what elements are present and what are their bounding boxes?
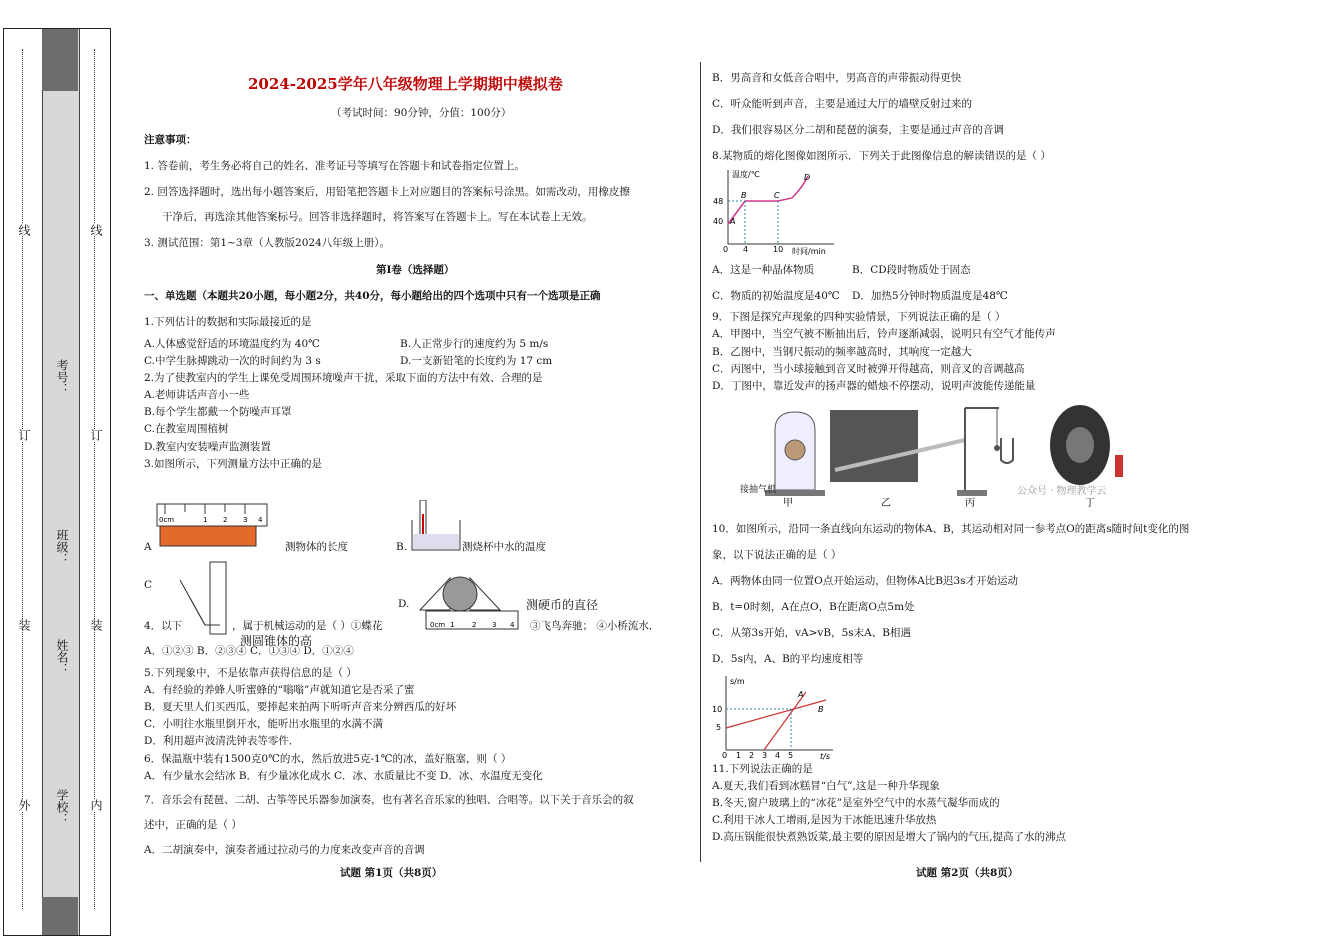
coin-ruler-2: 2: [472, 621, 477, 629]
page-divider: [700, 62, 701, 862]
subtitle: （考试时间：90分钟，分值：100分）: [331, 107, 512, 119]
q9-jia: 甲: [783, 498, 793, 508]
page-title: 2024-2025学年八年级物理上学期期中模拟卷: [248, 75, 563, 93]
binding-name: 姓名：: [55, 639, 69, 675]
q3: 3.如图所示，下列测量方法中正确的是: [144, 458, 323, 470]
q9-watermark: 公众号 · 物理教学云: [1017, 486, 1107, 497]
ruler-figure-a: [157, 504, 267, 546]
q10-a: A．两物体由同一位置O点开始运动，但物体A比B迟3s才开始运动: [712, 575, 1019, 587]
q6: 6．保温瓶中装有1500克0℃的水，然后放进5克-1℃的冰，盖好瓶塞，则（ ）: [144, 753, 512, 765]
q1-c: C.中学生脉搏跳动一次的时间约为 3 s: [144, 355, 321, 367]
q8-point-d: D: [804, 173, 811, 182]
ruler-3: 3: [243, 516, 248, 524]
q7: 7．音乐会有琵琶、二胡、古筝等民乐器参加演奏，也有著名音乐家的独唱、合唱等。以下关于音乐会的叙: [144, 794, 634, 806]
q7-d: D．我们很容易区分二胡和琵琶的演奏，主要是通过声音的音调: [712, 124, 1004, 136]
note-2: 2. 回答选择题时，选出每小题答案后，用铅笔把答题卡上对应题目的答案标号涂黑。如需改动，用橡皮擦: [144, 186, 630, 198]
q9-a: A．甲图中，当空气被不断抽出后，铃声逐渐减弱，说明只有空气才能传声: [712, 328, 1056, 340]
coin-ruler-zero: 0cm: [430, 621, 446, 629]
ruler-1: 1: [203, 516, 208, 524]
q10-line-b: B: [818, 705, 824, 714]
q8-x10: 10: [773, 245, 784, 254]
q2-a: A.老师讲话声音小一些: [144, 389, 250, 401]
q1-d: D.一支新铅笔的长度约为 17 cm: [400, 355, 553, 367]
q1-b: B.人正常步行的速度约为 5 m/s: [400, 338, 549, 350]
q9-b: B．乙图中，当钢尺振动的频率越高时，其响度一定越大: [712, 346, 972, 358]
ruler-zero: 0cm: [159, 516, 175, 524]
q3-option-a: A: [144, 541, 152, 553]
q7-a: A．二胡演奏中，演奏者通过拉动弓的力度来改变声音的音调: [144, 844, 425, 856]
q11-b: B.冬天,窗户玻璃上的“冰花”是室外空气中的水蒸气凝华而成的: [712, 797, 1000, 809]
q9-pump-label: 接抽气机: [740, 485, 777, 495]
q10-line-a: A: [798, 690, 804, 699]
coin-figure-d: [420, 577, 518, 629]
q10-x0: 0: [722, 751, 728, 760]
q5-a: A．有经验的养蜂人听蜜蜂的“嗡嗡”声就知道它是否采了蜜: [144, 684, 415, 696]
q10-x4: 4: [775, 751, 781, 760]
q8-b: B．CD段时物质处于固态: [852, 264, 971, 276]
cone-figure-c: [180, 562, 226, 634]
q11-a: A.夏天,我们看到冰糕冒“白气”,这是一种升华现象: [712, 780, 940, 792]
q10-x1: 1: [736, 751, 742, 760]
q3-option-c-text: 测圆锥体的高: [240, 634, 313, 648]
q8-point-c: C: [774, 191, 780, 200]
q9-steel-ruler: [830, 410, 965, 508]
notes-heading: 注意事项：: [144, 134, 197, 146]
q11: 11.下列说法正确的是: [712, 763, 813, 775]
q4-mid: ，属于机械运动的是（ ）①蝶花: [232, 620, 383, 632]
q4-options: A．①②③ B．②③④ C．①③④ D．①②④: [144, 645, 354, 657]
q8-point-b: B: [741, 191, 747, 200]
note-1: 1. 答卷前，考生务必将自己的姓名、准考证号等填写在答题卡和试卷指定位置上。: [144, 160, 525, 172]
q9-figures: [735, 400, 1155, 508]
q10-y5: 5: [716, 723, 722, 732]
q8-x0: 0: [723, 245, 729, 254]
q9-yi: 乙: [881, 498, 891, 508]
q10-x5: 5: [788, 751, 794, 760]
binding-cut-line-inner: [94, 49, 95, 909]
q10-graph: [708, 672, 838, 760]
q3-option-c: C: [144, 579, 153, 591]
q3-option-b: B.: [396, 541, 408, 553]
q9: 9．下图是探究声现象的四种实验情景，下列说法正确的是（ ）: [712, 311, 1006, 323]
q8-c: C．物质的初始温度是40℃: [712, 290, 840, 302]
coin-ruler-1: 1: [450, 621, 455, 629]
binding-ding-inner: 订: [89, 429, 103, 441]
binding-exam-no: 考号：: [55, 359, 69, 395]
q1: 1.下列估计的数据和实际最接近的是: [144, 316, 312, 328]
coin-ruler-4: 4: [510, 621, 515, 629]
q10-ylabel: s/m: [730, 677, 745, 686]
q2-b: B.每个学生都戴一个防噪声耳罩: [144, 406, 292, 418]
q2: 2.为了使教室内的学生上课免受周围环境噪声干扰，采取下面的方法中有效、合理的是: [144, 372, 543, 384]
binding-xian-outer: 线: [17, 224, 31, 236]
note-3: 3. 测试范围：第1~3章（人教版2024八年级上册）。: [144, 237, 390, 249]
binding-dark-bottom: [42, 897, 78, 935]
q10-c: C．从第3s开始，vA>vB，5s末A、B相遇: [712, 627, 911, 639]
q3-option-d-text: 测硬币的直径: [526, 598, 599, 612]
q8-xlabel: 时间/min: [792, 247, 826, 256]
q5-b: B．夏天里人们买西瓜，要捧起来拍两下听听声音来分辨西瓜的好坏: [144, 701, 457, 713]
thermometer-figure-b: [412, 500, 460, 550]
binding-nei: 内: [89, 799, 103, 811]
q8-y40: 40: [713, 217, 724, 226]
part1-heading: 一、单选题（本题共20小题，每小题2分，共40分，每小题给出的四个选项中只有一个选项是正确: [144, 290, 601, 302]
q8-d: D．加热5分钟时物质温度是48℃: [852, 290, 1008, 302]
binding-cut-line-outer: [22, 49, 23, 909]
section-heading: 第Ⅰ卷（选择题）: [376, 264, 455, 276]
binding-ding-outer: 订: [17, 429, 31, 441]
q10-x2: 2: [749, 751, 755, 760]
q5-d: D．利用超声波清洗钟表等零件．: [144, 735, 300, 747]
footer-right: 试题 第2页（共8页）: [916, 867, 1019, 879]
footer-left: 试题 第1页（共8页）: [340, 867, 443, 879]
binding-zhuang-inner: 装: [89, 619, 103, 631]
q9-bell-jar: [740, 412, 825, 508]
q8-a: A．这是一种晶体物质: [712, 264, 815, 276]
q4-end: ③飞鸟奔驰； ④小桥流水．: [530, 620, 660, 632]
binding-zhuang-outer: 装: [17, 619, 31, 631]
q8-x4: 4: [743, 245, 749, 254]
q9-tuning-fork: [957, 408, 1013, 508]
q3-option-d: D.: [398, 598, 410, 610]
q5: 5.下列现象中，不是依靠声获得信息的是（ ）: [144, 667, 357, 679]
q10-y10: 10: [712, 705, 723, 714]
q11-c: C.利用干冰人工增雨,是因为干冰能迅速升华放热: [712, 814, 937, 826]
q3-option-b-text: 测烧杯中水的温度: [462, 541, 546, 553]
binding-class: 班级：: [55, 529, 69, 565]
q9-d: D．丁图中，靠近发声的扬声器的蜡烛不停摆动，说明声波能传递能量: [712, 380, 1036, 392]
note-2b: 干净后，再选涂其他答案标号。回答非选择题时，将答案写在答题卡上。写在本试卷上无效。: [162, 211, 593, 223]
q4-start: 4．以下: [144, 620, 183, 632]
q7-b: B．男高音和女低音合唱中，男高音的声带振动得更快: [712, 72, 962, 84]
q8-point-a: A: [730, 217, 736, 226]
q10-b: B．t=0时刻，A在点O，B在距离O点5m处: [712, 601, 915, 613]
q6-options: A．有少量水会结冰 B．有少量冰化成水 C．冰、水质量比不变 D．冰、水温度无变化: [144, 770, 543, 782]
q3-option-a-text: 测物体的长度: [285, 541, 348, 553]
q8-ylabel: 温度/℃: [732, 170, 760, 179]
q10-cont: 象，以下说法正确的是（ ）: [712, 549, 842, 561]
binding-strip: [3, 28, 111, 936]
binding-wai: 外: [17, 799, 31, 811]
q8-graph: [708, 166, 843, 258]
binding-xian-inner: 线: [89, 224, 103, 236]
q7-c: C．听众能听到声音，主要是通过大厅的墙壁反射过来的: [712, 98, 973, 110]
coin-ruler-3: 3: [492, 621, 497, 629]
q9-ding: 丁: [1085, 498, 1095, 508]
q1-a: A.人体感觉舒适的环境温度约为 40℃: [144, 338, 320, 350]
q2-d: D.教室内安装噪声监测装置: [144, 441, 271, 453]
binding-school: 学校：: [55, 789, 69, 825]
q7-cont: 述中，正确的是（ ）: [144, 819, 242, 831]
ruler-2: 2: [223, 516, 228, 524]
ruler-4: 4: [258, 516, 263, 524]
q5-c: C．小明往水瓶里倒开水，能听出水瓶里的水满不满: [144, 718, 384, 730]
q8-y48: 48: [713, 197, 724, 206]
q10: 10．如图所示，沿同一条直线向东运动的物体A、B，其运动相对同一参考点O的距离s随时间t变化的图: [712, 523, 1190, 535]
q10-x3: 3: [762, 751, 768, 760]
q10-xlabel: t/s: [820, 752, 830, 760]
q11-d: D.高压锅能很快煮熟饭菜,最主要的原因是增大了锅内的气压,提高了水的沸点: [712, 831, 1067, 843]
binding-dark-top: [42, 29, 78, 91]
q9-bing: 丙: [965, 498, 975, 508]
q2-c: C.在教室周围植树: [144, 423, 229, 435]
q10-d: D．5s内，A、B的平均速度相等: [712, 653, 864, 665]
q9-c: C．丙图中，当小球接触到音叉时被弹开得越高，则音叉的音调越高: [712, 363, 1025, 375]
q8: 8.某物质的熔化图像如图所示．下列关于此图像信息的解读错误的是（ ）: [712, 150, 1051, 162]
